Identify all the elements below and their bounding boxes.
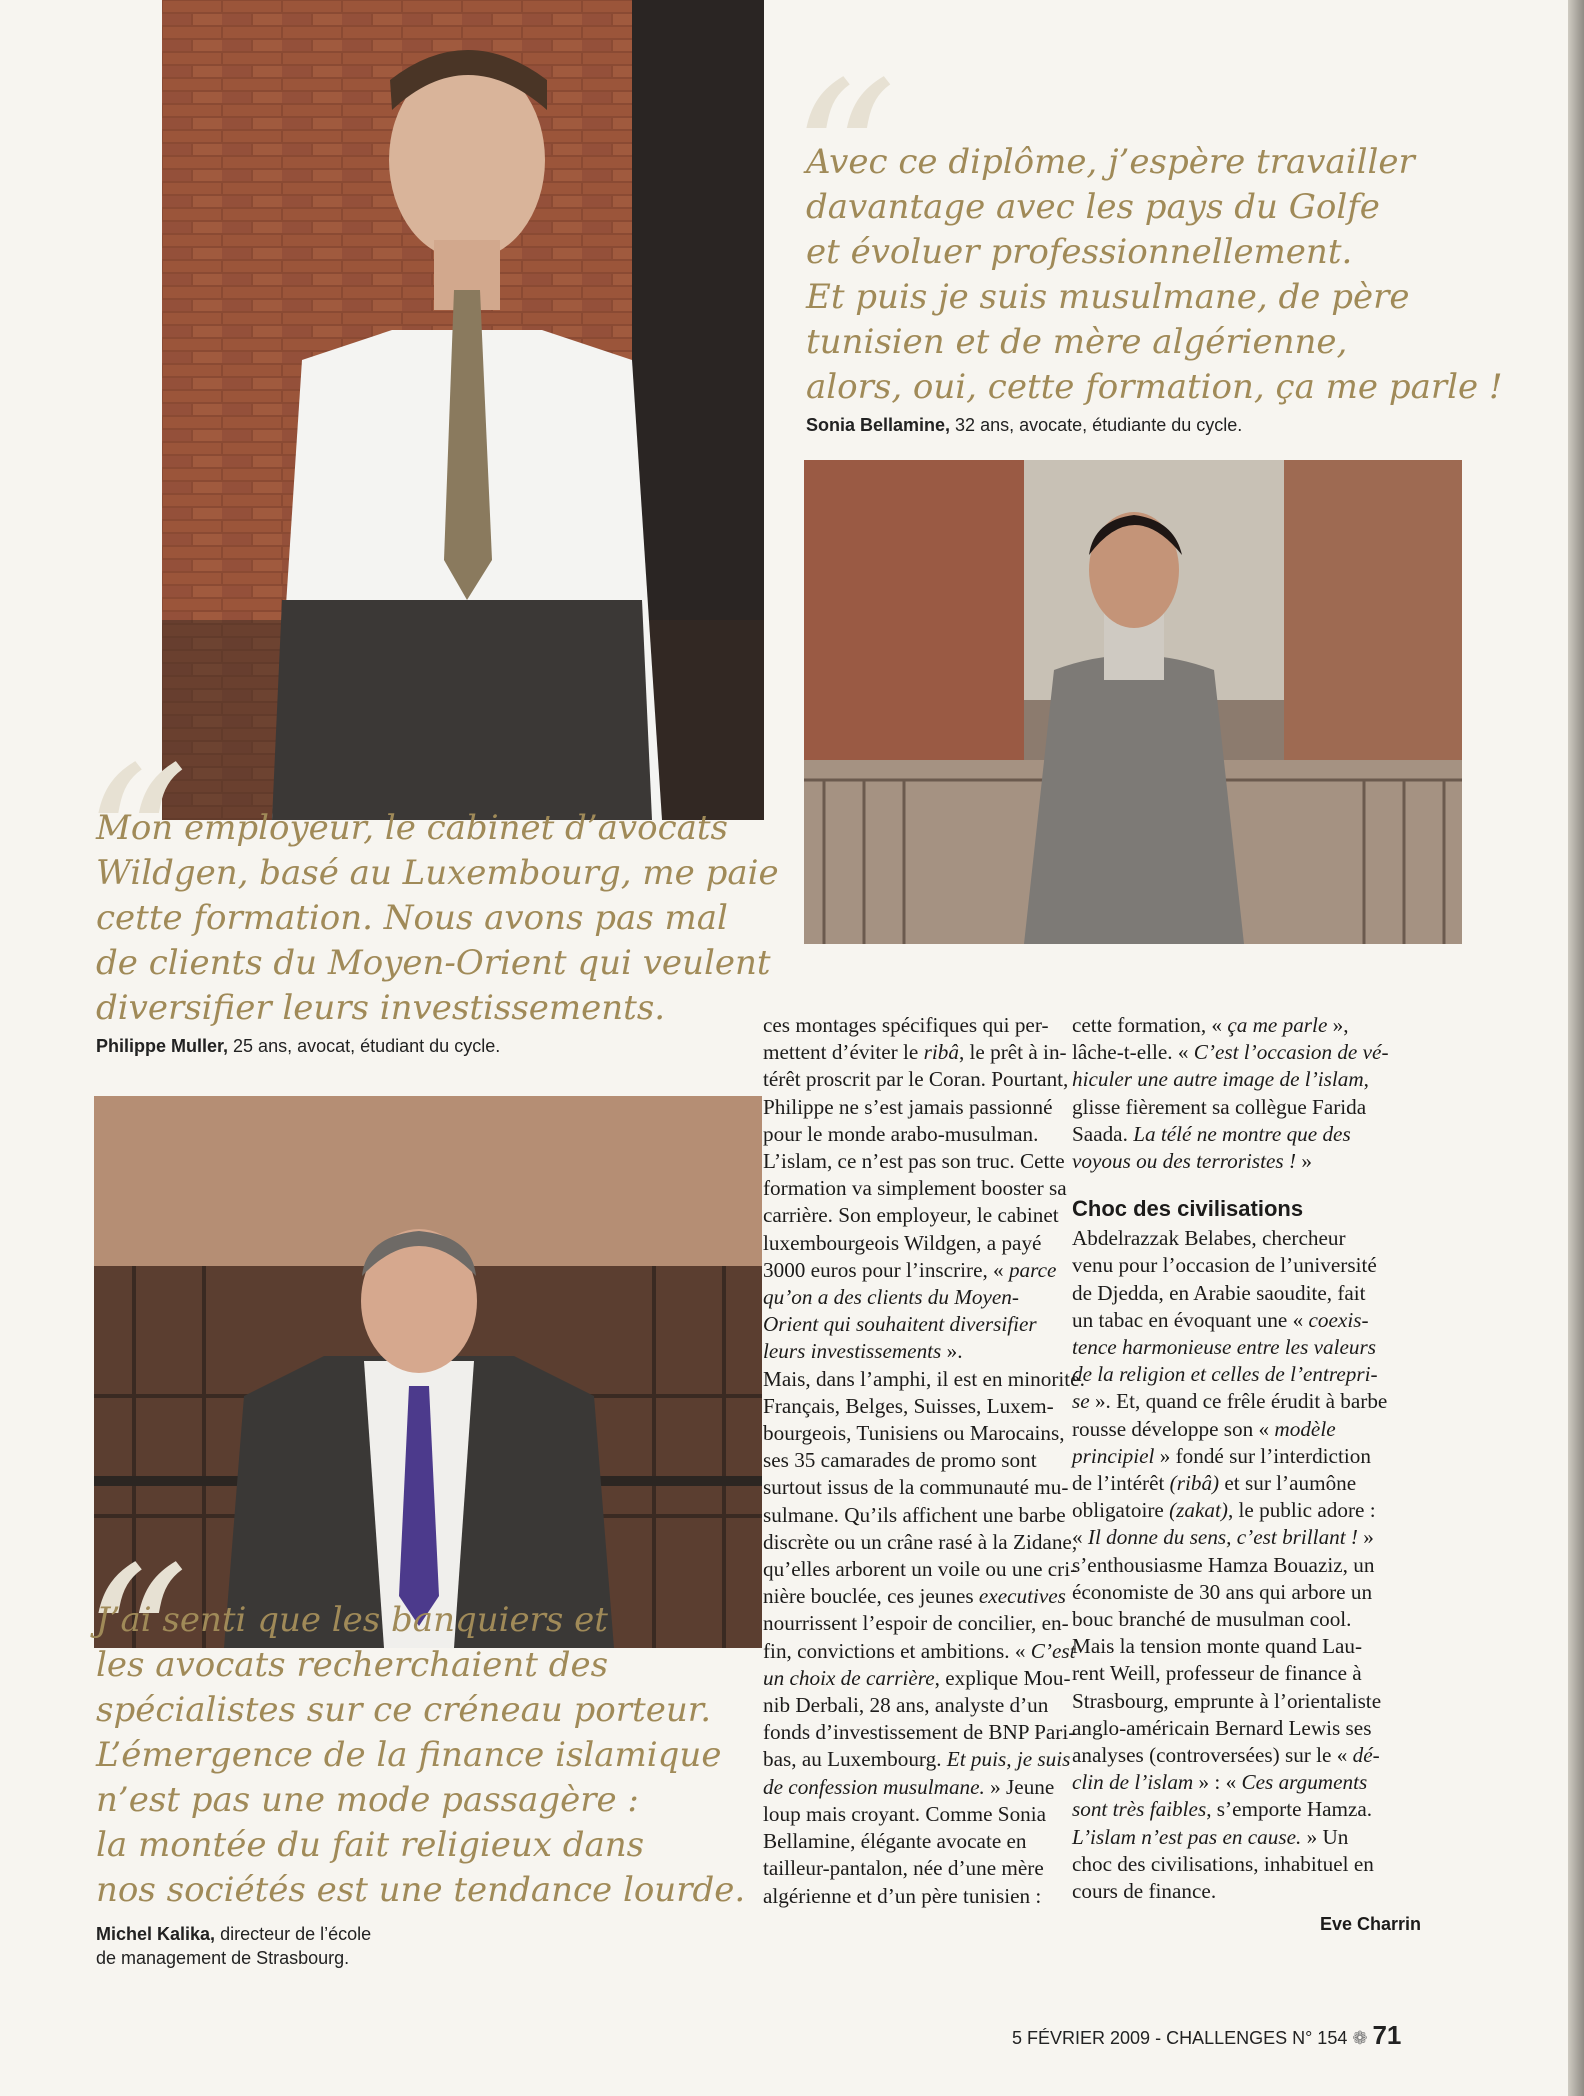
- quote-line: n’est pas une mode passagère :: [96, 1780, 639, 1820]
- body-line: bourgeois, Tunisiens ou Marocains,: [763, 1421, 1065, 1446]
- body-line: lâche-t-elle. « C’est l’occasion de vé-: [1072, 1040, 1389, 1065]
- decorative-quote-mark: “: [82, 722, 190, 967]
- body-line: un choix de carrière, explique Mou-: [763, 1665, 1071, 1690]
- body-line: Bellamine, élégante avocate en: [763, 1829, 1027, 1854]
- quote-line: diversifier leurs investissements.: [96, 988, 666, 1028]
- body-line: de l’intérêt (ribâ) et sur l’aumône: [1072, 1471, 1357, 1496]
- body-line: tence harmonieuse entre les valeurs: [1072, 1335, 1376, 1360]
- body-line: luxembourgeois Wildgen, a payé: [763, 1230, 1042, 1255]
- caption-michel: [96, 1922, 371, 1970]
- body-line: nourrissent l’espoir de concilier, en-: [763, 1611, 1069, 1636]
- body-line: surtout issus de la communauté mu-: [763, 1475, 1069, 1500]
- body-line: algérienne et d’un père tunisien :: [763, 1883, 1042, 1908]
- flower-bullet-icon: ❁: [1352, 2028, 1368, 2048]
- body-line: « Il donne du sens, c’est brillant ! »: [1072, 1525, 1374, 1550]
- column-2-intro: [1072, 1012, 1412, 1175]
- quote-line: alors, oui, cette formation, ça me parle !: [806, 367, 1503, 407]
- body-line: mettent d’éviter le ribâ, le prêt à in-: [763, 1040, 1067, 1065]
- body-line: ses 35 camarades de promo sont: [763, 1448, 1037, 1473]
- body-line: de la religion et celles de l’entrepri-: [1072, 1362, 1378, 1387]
- body-line: nière bouclée, ces jeunes executives: [763, 1584, 1066, 1609]
- quote-line: Et puis je suis musulmane, de père: [806, 277, 1410, 317]
- photo-michel-kalika: [94, 1096, 762, 1648]
- body-line: Strasbourg, emprunte à l’orientaliste: [1072, 1688, 1382, 1713]
- body-line: hiculer une autre image de l’islam,: [1072, 1067, 1369, 1092]
- body-line: Mais la tension monte quand Lau-: [1072, 1634, 1363, 1659]
- caption-text: 25 ans, avocat, étudiant du cycle.: [228, 1036, 501, 1056]
- author-byline: Eve Charrin: [1320, 1914, 1422, 1934]
- body-line: clin de l’islam » : « Ces arguments: [1072, 1770, 1368, 1795]
- body-line: Abdelrazzak Belabes, chercheur: [1072, 1226, 1346, 1251]
- quote-line: nos sociétés est une tendance lourde.: [96, 1870, 746, 1910]
- quote-line: Wildgen, basé au Luxembourg, me paie: [96, 853, 779, 893]
- body-line: bouc branché de musulman cool.: [1072, 1607, 1352, 1632]
- body-line: analyses (controversées) sur le « dé-: [1072, 1743, 1380, 1768]
- article-column-1: [763, 1012, 1087, 1910]
- quote-line: de clients du Moyen-Orient qui veulent: [96, 943, 771, 983]
- quote-line: les avocats recherchaient des: [96, 1645, 609, 1685]
- body-line: économiste de 30 ans qui arbore un: [1072, 1579, 1373, 1604]
- quote-line: davantage avec les pays du Golfe: [806, 187, 1380, 227]
- body-line: nib Derbali, 28 ans, analyste d’un: [763, 1693, 1049, 1718]
- body-line: discrète ou un crâne rasé à la Zidane,: [763, 1529, 1078, 1554]
- body-line: venu pour l’occasion de l’université: [1072, 1253, 1377, 1278]
- page-number: 71: [1372, 2020, 1402, 2050]
- body-line: se ». Et, quand ce frêle érudit à barbe: [1072, 1389, 1388, 1414]
- pull-quote-philippe: [96, 806, 779, 1031]
- body-line: qu’elles arborent un voile ou une cri-: [763, 1557, 1078, 1582]
- body-line: carrière. Son employeur, le cabinet: [763, 1203, 1059, 1228]
- body-line: un tabac en évoquant une « coexis-: [1072, 1307, 1369, 1332]
- body-line: principiel » fondé sur l’interdiction: [1072, 1443, 1371, 1468]
- body-line: L’islam, ce n’est pas son truc. Cette: [763, 1149, 1065, 1174]
- decorative-quote-mark: “: [790, 37, 898, 282]
- body-line: Philippe ne s’est jamais passionné: [763, 1094, 1053, 1119]
- body-line: ces montages spécifiques qui per-: [763, 1013, 1049, 1037]
- body-line: térêt proscrit par le Coran. Pourtant,: [763, 1067, 1069, 1092]
- quote-line: L’émergence de la finance islamique: [96, 1735, 722, 1775]
- caption-name: Philippe Muller,: [96, 1036, 229, 1056]
- body-line: leurs investissements ».: [763, 1339, 963, 1364]
- caption-name: Sonia Bellamine,: [806, 415, 951, 435]
- body-line: cette formation, « ça me parle »,: [1072, 1013, 1349, 1037]
- page-spine-shadow: [1568, 0, 1584, 2096]
- caption-philippe: [96, 1034, 500, 1058]
- body-line: voyous ou des terroristes ! »: [1072, 1149, 1312, 1174]
- quote-line: et évoluer professionnellement.: [806, 232, 1353, 272]
- body-line: Saada. La télé ne montre que des: [1072, 1121, 1351, 1146]
- quote-line: cette formation. Nous avons pas mal: [96, 898, 728, 938]
- body-line: qu’on a des clients du Moyen-: [763, 1285, 1019, 1310]
- subheading: Choc des civilisations: [1072, 1196, 1304, 1222]
- body-line: Mais, dans l’amphi, il est en minorité.: [763, 1366, 1085, 1391]
- body-line: tailleur-pantalon, née d’une mère: [763, 1856, 1044, 1881]
- body-line: Orient qui souhaitent diversifier: [763, 1312, 1037, 1337]
- body-line: 3000 euros pour l’inscrire, « parce: [763, 1257, 1057, 1282]
- pull-quote-michel: [96, 1598, 745, 1913]
- quote-line: J’ai senti que les banquiers et: [96, 1600, 608, 1640]
- body-line: cours de finance.: [1072, 1879, 1217, 1904]
- body-line: Français, Belges, Suisses, Luxem-: [763, 1393, 1054, 1418]
- photo-sonia-bellamine: [804, 460, 1462, 944]
- body-line: s’enthousiasme Hamza Bouaziz, un: [1072, 1552, 1375, 1577]
- quote-line: Avec ce diplôme, j’espère travailler: [806, 142, 1415, 182]
- issue-info: 5 FÉVRIER 2009 - CHALLENGES N° 154: [1012, 2028, 1353, 2048]
- caption-name: Michel Kalika,: [96, 1924, 216, 1944]
- body-line: formation va simplement booster sa: [763, 1176, 1067, 1201]
- body-line: de confession musulmane. » Jeune: [763, 1774, 1055, 1799]
- body-line: loup mais croyant. Comme Sonia: [763, 1801, 1047, 1826]
- body-line: sulmane. Qu’ils affichent une barbe: [763, 1502, 1066, 1527]
- page-footer: [1012, 2020, 1401, 2051]
- body-line: bas, au Luxembourg. Et puis, je suis: [763, 1747, 1071, 1772]
- photo-philippe-muller: [162, 0, 764, 820]
- body-line: de Djedda, en Arabie saoudite, fait: [1072, 1280, 1366, 1305]
- pull-quote-sonia: [806, 140, 1503, 410]
- body-line: fonds d’investissement de BNP Pari-: [763, 1720, 1076, 1745]
- body-line: rent Weill, professeur de finance à: [1072, 1661, 1362, 1686]
- decorative-quote-mark: “: [82, 1522, 190, 1767]
- article-column-2: [1072, 1012, 1412, 1905]
- body-line: rousse développe son « modèle: [1072, 1416, 1336, 1441]
- caption-text: 32 ans, avocate, étudiante du cycle.: [950, 415, 1243, 435]
- body-line: fin, convictions et ambitions. « C’est: [763, 1638, 1076, 1663]
- quote-line: Mon employeur, le cabinet d’avocats: [96, 808, 729, 848]
- body-line: choc des civilisations, inhabituel en: [1072, 1851, 1374, 1876]
- body-line: L’islam n’est pas en cause. » Un: [1072, 1824, 1349, 1849]
- quote-line: la montée du fait religieux dans: [96, 1825, 645, 1865]
- body-line: pour le monde arabo-musulman.: [763, 1121, 1039, 1146]
- body-line: sont très faibles, s’emporte Hamza.: [1072, 1797, 1373, 1822]
- body-line: glisse fièrement sa collègue Farida: [1072, 1094, 1367, 1119]
- quote-line: spécialistes sur ce créneau porteur.: [96, 1690, 712, 1730]
- quote-line: tunisien et de mère algérienne,: [806, 322, 1348, 362]
- caption-sonia: [806, 413, 1242, 437]
- caption-text: directeur de l’école: [215, 1924, 372, 1944]
- caption-text-line2: de management de Strasbourg.: [96, 1948, 350, 1968]
- column-2-body: [1072, 1225, 1412, 1905]
- body-line: obligatoire (zakat), le public adore :: [1072, 1498, 1376, 1523]
- body-line: anglo-américain Bernard Lewis ses: [1072, 1715, 1372, 1740]
